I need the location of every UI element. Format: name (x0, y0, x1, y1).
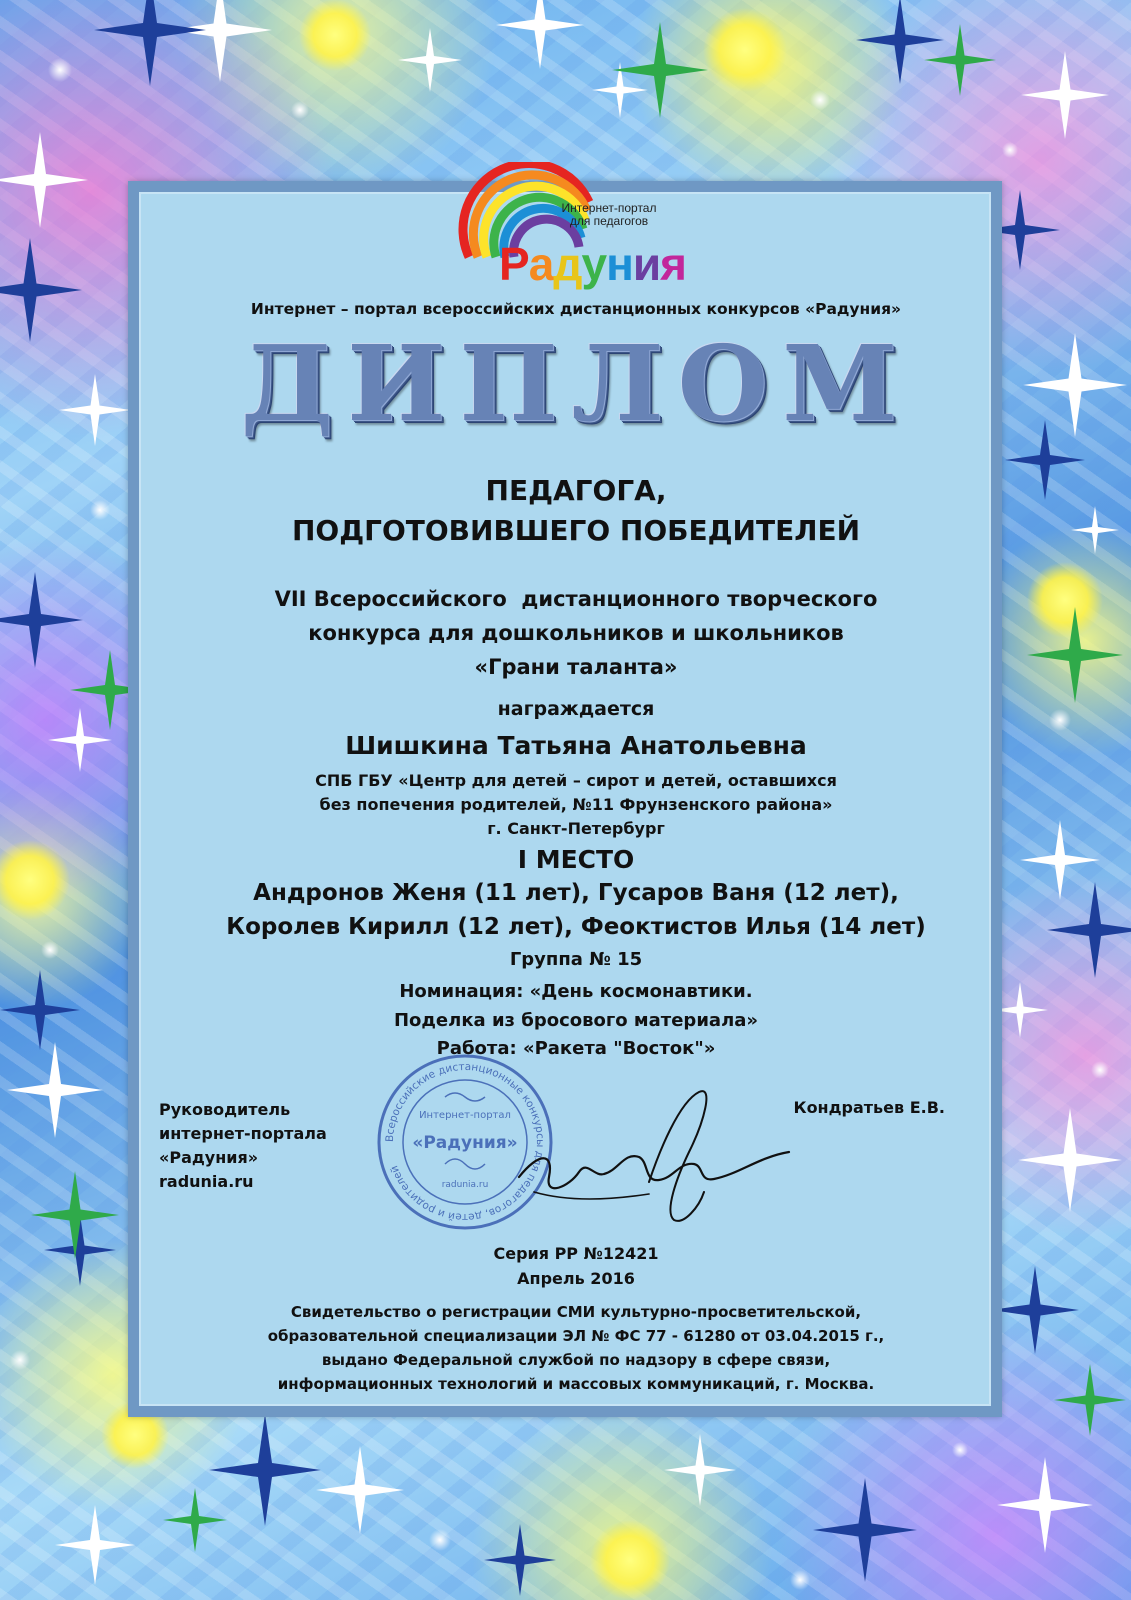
logo-subtitle (539, 202, 679, 228)
handwritten-signature-icon (499, 1082, 799, 1232)
group-number: Группа № 15 (509, 949, 643, 970)
logo-subtitle-line1: Интернет-портал (561, 201, 657, 215)
nomination-line2: Поделка из бросового материала» (393, 1010, 759, 1031)
stamp-name-text: «Радуния» (412, 1133, 518, 1153)
logo-wordmark-letter: Р (499, 238, 529, 290)
work-title: Работа: «Ракета "Восток"» (436, 1038, 716, 1059)
logo-wordmark-letter: н (606, 238, 633, 290)
recipient-type-line2: ПОДГОТОВИВШЕГО ПОБЕДИТЕЛЕЙ (291, 514, 861, 547)
pupils-line2: Королев Кирилл (12 лет), Феоктистов Илья (14 лет) (226, 914, 926, 940)
diploma-title: ДИПЛОМ (240, 322, 912, 445)
stamp-top-text: Интернет-портал (419, 1110, 511, 1121)
signer-name: Кондратьев Е.В. (793, 1098, 945, 1117)
logo-wordmark (499, 237, 686, 291)
nomination-line1: Номинация: «День космонавтики. (399, 981, 753, 1002)
organization-city: г. Санкт-Петербург (487, 819, 665, 838)
logo-wordmark-letter: а (528, 238, 554, 290)
registration-line1: Свидетельство о регистрации СМИ культурно-просветительской, (290, 1303, 862, 1321)
stamp-ring-text: Всероссийские дистанционные конкурсы для педагогов, детей и родителей (383, 1060, 547, 1224)
organization-line1: СПБ ГБУ «Центр для детей – сирот и детей, оставшихся (315, 771, 837, 790)
stamp-bottom-text: radunia.ru (441, 1180, 489, 1190)
place-result: I МЕСТО (517, 845, 635, 874)
contest-name: «Грани таланта» (474, 655, 678, 679)
registration-line3: выдано Федеральной службой по надзору в сфере связи, (321, 1351, 831, 1369)
issue-date: Апрель 2016 (517, 1269, 635, 1288)
leader-line1: Руководитель (159, 1100, 291, 1119)
registration-line2: образовательной специализации ЭЛ № ФС 77 - 61280 от 03.04.2015 г., (267, 1327, 885, 1345)
recipient-type-line1: ПЕДАГОГА, (485, 474, 667, 507)
awarded-label: награждается (497, 698, 655, 720)
awardee-name: Шишкина Татьяна Анатольевна (345, 731, 807, 760)
series-number: Серия РР №12421 (493, 1244, 659, 1263)
logo-wordmark-letter: и (632, 238, 661, 290)
portal-description: Интернет – портал всероссийских дистанционных конкурсов «Радуния» (250, 300, 902, 318)
leader-website: radunia.ru (159, 1172, 254, 1191)
logo-wordmark-letter: у (581, 238, 607, 290)
organization-line2: без попечения родителей, №11 Фрунзенского района» (319, 795, 833, 814)
pupils-line1: Андронов Женя (11 лет), Гусаров Ваня (12 лет), (253, 880, 899, 906)
leader-line2: интернет-портала (159, 1124, 327, 1143)
leader-line3: «Радуния» (159, 1148, 259, 1167)
logo-subtitle-line2: для педагогов (569, 214, 649, 228)
leader-block (159, 1098, 327, 1194)
logo-wordmark-letter: д (553, 238, 582, 290)
registration-line4: информационных технологий и массовых коммуникаций, г. Москва. (277, 1375, 875, 1393)
diploma-card (128, 181, 1002, 1417)
contest-line2: конкурса для дошкольников и школьников (308, 621, 844, 645)
logo-wordmark-letter: я (660, 238, 686, 290)
contest-line1: VII Всероссийского дистанционного творческого (274, 587, 878, 611)
